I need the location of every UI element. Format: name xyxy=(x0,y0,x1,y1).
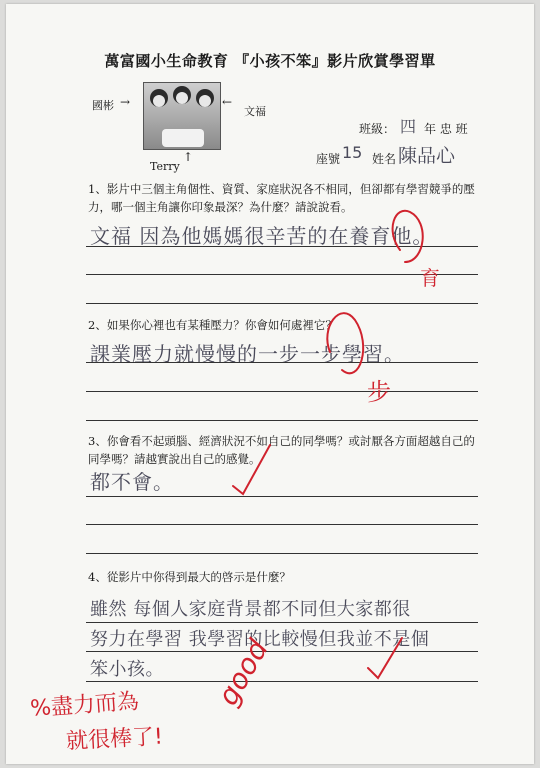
good-mark: good xyxy=(211,634,275,711)
circle-mark xyxy=(393,211,423,262)
arrow-right-icon: → xyxy=(120,95,131,109)
question-3: 3、你會看不起頭腦、經濟狀況不如自己的同學嗎？或討厭各方面超越自己的同學嗎？請越實說出自己的感覺。 xyxy=(88,434,475,466)
question-1: 1、影片中三個主角個性、資質、家庭狀況各不相同，但卻都有學習競爭的壓力，哪一個主角讓你印象最深？為什麼？請說說看。 xyxy=(88,182,475,214)
answer-4-line-2: 努力在學習 我學習的比較慢但我並不是個 xyxy=(90,629,430,650)
teacher-comment-line-2: 就很棒了! xyxy=(65,724,164,755)
name-label: 姓名 xyxy=(372,152,397,166)
answer-4-line-1: 雖然 每個人家庭背景都不同但大家都很 xyxy=(90,599,411,620)
check-mark-icon xyxy=(368,638,402,678)
label-terry: Terry xyxy=(150,160,180,173)
arrow-left-icon: ← xyxy=(222,95,233,109)
class-label: 班級： xyxy=(359,122,396,136)
label-guobin: 國彬 xyxy=(92,99,114,112)
name-value: 陳品心 xyxy=(398,145,456,167)
class-suffix: 年 忠 班 xyxy=(424,122,468,136)
answer-1-line-1: 文福 因為他媽媽很辛苦的在養育他。 xyxy=(90,224,434,248)
answer-4-line-3: 笨小孩。 xyxy=(90,659,164,680)
teacher-comment-line-1: %盡力而為 xyxy=(29,689,140,722)
check-mark-icon xyxy=(233,445,270,494)
question-4: 4、從影片中你得到最大的啓示是什麼？ xyxy=(88,570,291,584)
correction-2: 步 xyxy=(367,378,391,406)
seat-value: 15 xyxy=(342,143,363,162)
worksheet-title: 萬富國小生命教育 『小孩不笨』影片欣賞學習單 xyxy=(104,52,436,70)
arrow-up-icon: ↑ xyxy=(183,150,194,164)
correction-1: 育 xyxy=(420,266,440,290)
circle-mark xyxy=(327,313,363,373)
class-value: 四 xyxy=(400,117,417,136)
answer-2-line-1: 課業壓力就慢慢的一步一步學習。 xyxy=(90,342,405,366)
answer-3-line-1: 都不會。 xyxy=(90,470,174,494)
seat-label: 座號 xyxy=(316,152,341,166)
label-wenfu: 文福 xyxy=(244,105,266,118)
question-2: 2、如果你心裡也有某種壓力？你會如何處裡它？ xyxy=(88,318,337,332)
